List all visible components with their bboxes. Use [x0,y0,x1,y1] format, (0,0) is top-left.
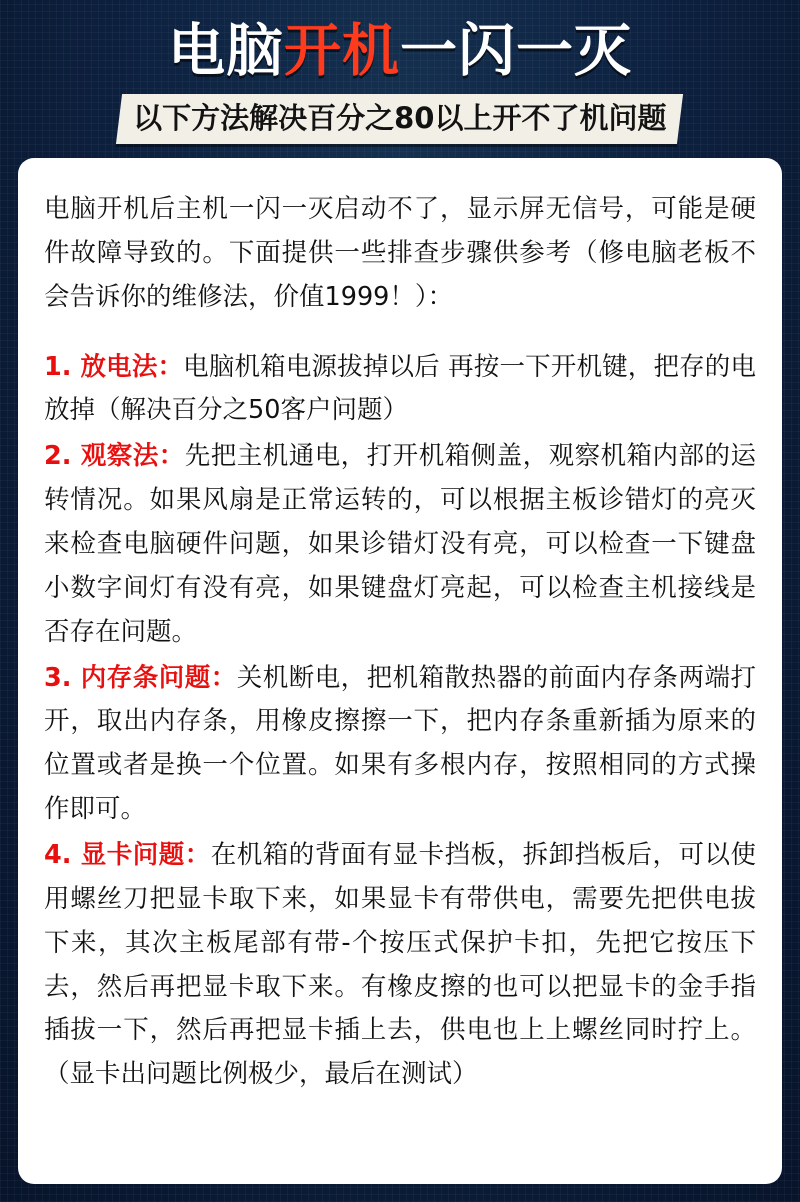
step-label-4: 4. 显卡问题 [44,840,185,871]
step-item-3 [44,657,756,832]
title-part1: 电脑 [168,18,284,84]
step-label-3: 3. 内存条问题 [44,662,211,693]
intro-paragraph: 电脑开机后主机一闪一灭启动不了，显示屏无信号，可能是硬件故障导致的。下面提供一些排查步骤供参考（修电脑老板不会告诉你的维修法，价值1999！）： [44,194,756,312]
step-separator-1: ： [157,351,184,382]
page-title [10,18,790,84]
subtitle-text: 以下方法解决百分之80以上开不了机问题 [133,100,667,135]
step-body-2: 先把主机通电，打开机箱侧盖，观察机箱内部的运转情况。如果风扇是正常运转的，可以根据主板诊错灯的亮灭来检查电脑硬件问题，如果诊错灯没有亮，可以检查一下键盘小数字间灯有没有亮，如果键盘灯亮起，可以检查主机接线是否存在问题。 [44,441,756,647]
poster-header [0,0,800,150]
step-item-4 [44,834,756,1097]
step-body-1: 电脑机箱电源拔掉以后 再按一下开机键，把存的电放掉（解决百分之50客户问题） [44,351,756,426]
step-body-3: 关机断电，把机箱散热器的前面内存条两端打开，取出内存条，用橡皮擦擦一下，把内存条重新插为原来的位置或者是换一个位置。如果有多根内存，按照相同的方式操作即可。 [44,662,756,825]
step-label-2: 2. 观察法 [44,441,159,472]
step-separator-3: ： [210,662,237,693]
content-card [18,158,782,1184]
step-separator-4: ： [184,840,211,871]
title-highlight: 开机 [284,18,400,84]
article-body [44,188,756,1097]
title-part2: 一闪一灭 [400,18,632,84]
step-body-4: 在机箱的背面有显卡挡板，拆卸挡板后，可以使用螺丝刀把显卡取下来，如果显卡有带供电，需要先把供电拔下来，其次主板尾部有带-个按压式保护卡扣，先把它按压下去，然后再把显卡取下来。有橡皮擦的也可以把显卡的金手指插拔一下，然后再把显卡插上去，供电也上上螺丝同时拧上。（显卡出问题比例极少，最后在测试） [44,840,756,1090]
step-label-1: 1. 放电法 [44,351,158,382]
step-separator-2: ： [158,441,185,472]
subtitle-wrapper [10,94,790,144]
step-item-2 [44,435,756,654]
subtitle-banner [116,94,684,144]
step-item-1 [44,346,756,434]
